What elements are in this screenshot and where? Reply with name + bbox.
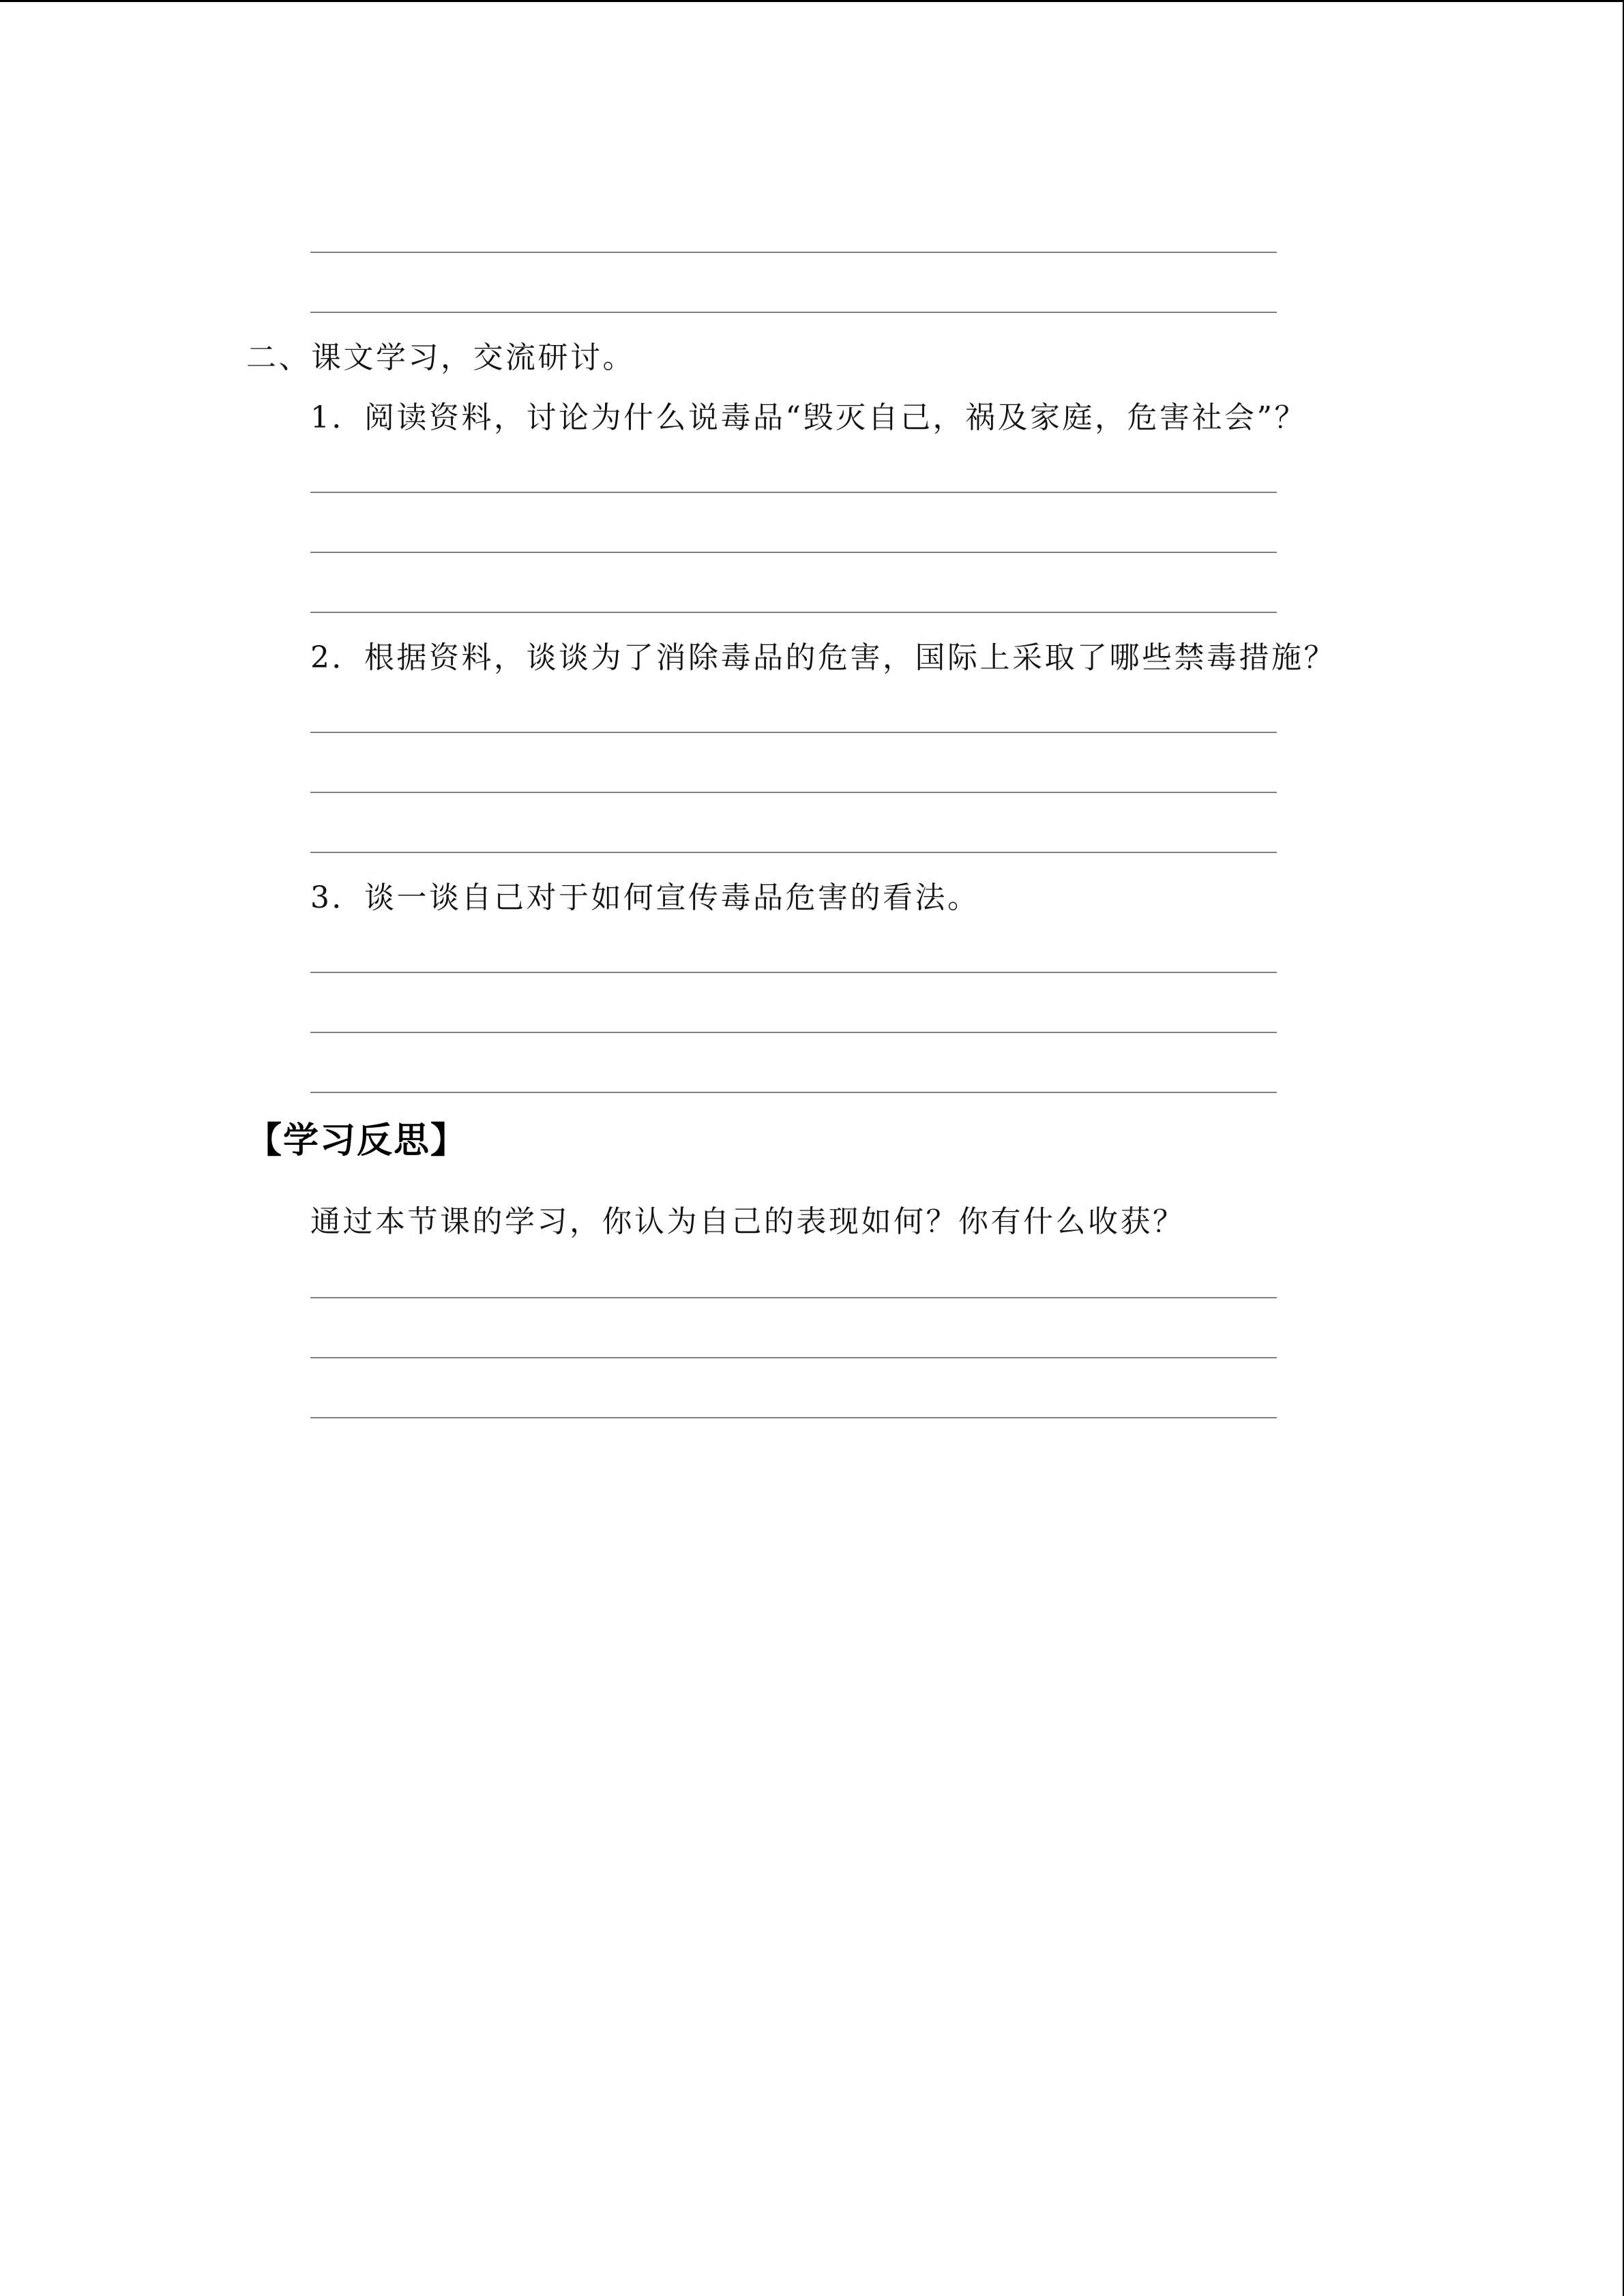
answer-line <box>310 1417 1277 1418</box>
reflection-prompt: 通过本节课的学习，你认为自己的表现如何？你有什么收获？ <box>310 1204 1185 1239</box>
question-3-text: 3．谈一谈自己对于如何宣传毒品危害的看法。 <box>310 880 980 915</box>
section-2-heading: 二、课文学习，交流研讨。 <box>246 340 635 375</box>
reflection-section <box>0 2 1623 2296</box>
question-1-text: 1．阅读资料，讨论为什么说毒品“毁灭自己，祸及家庭，危害社会”？ <box>310 400 1307 435</box>
answer-line <box>310 1357 1277 1358</box>
answer-line <box>310 1297 1277 1298</box>
question-2-text: 2．根据资料，谈谈为了消除毒品的危害，国际上采取了哪些禁毒措施？ <box>310 640 1336 675</box>
reflection-heading: 【学习反思】 <box>246 1120 468 1161</box>
